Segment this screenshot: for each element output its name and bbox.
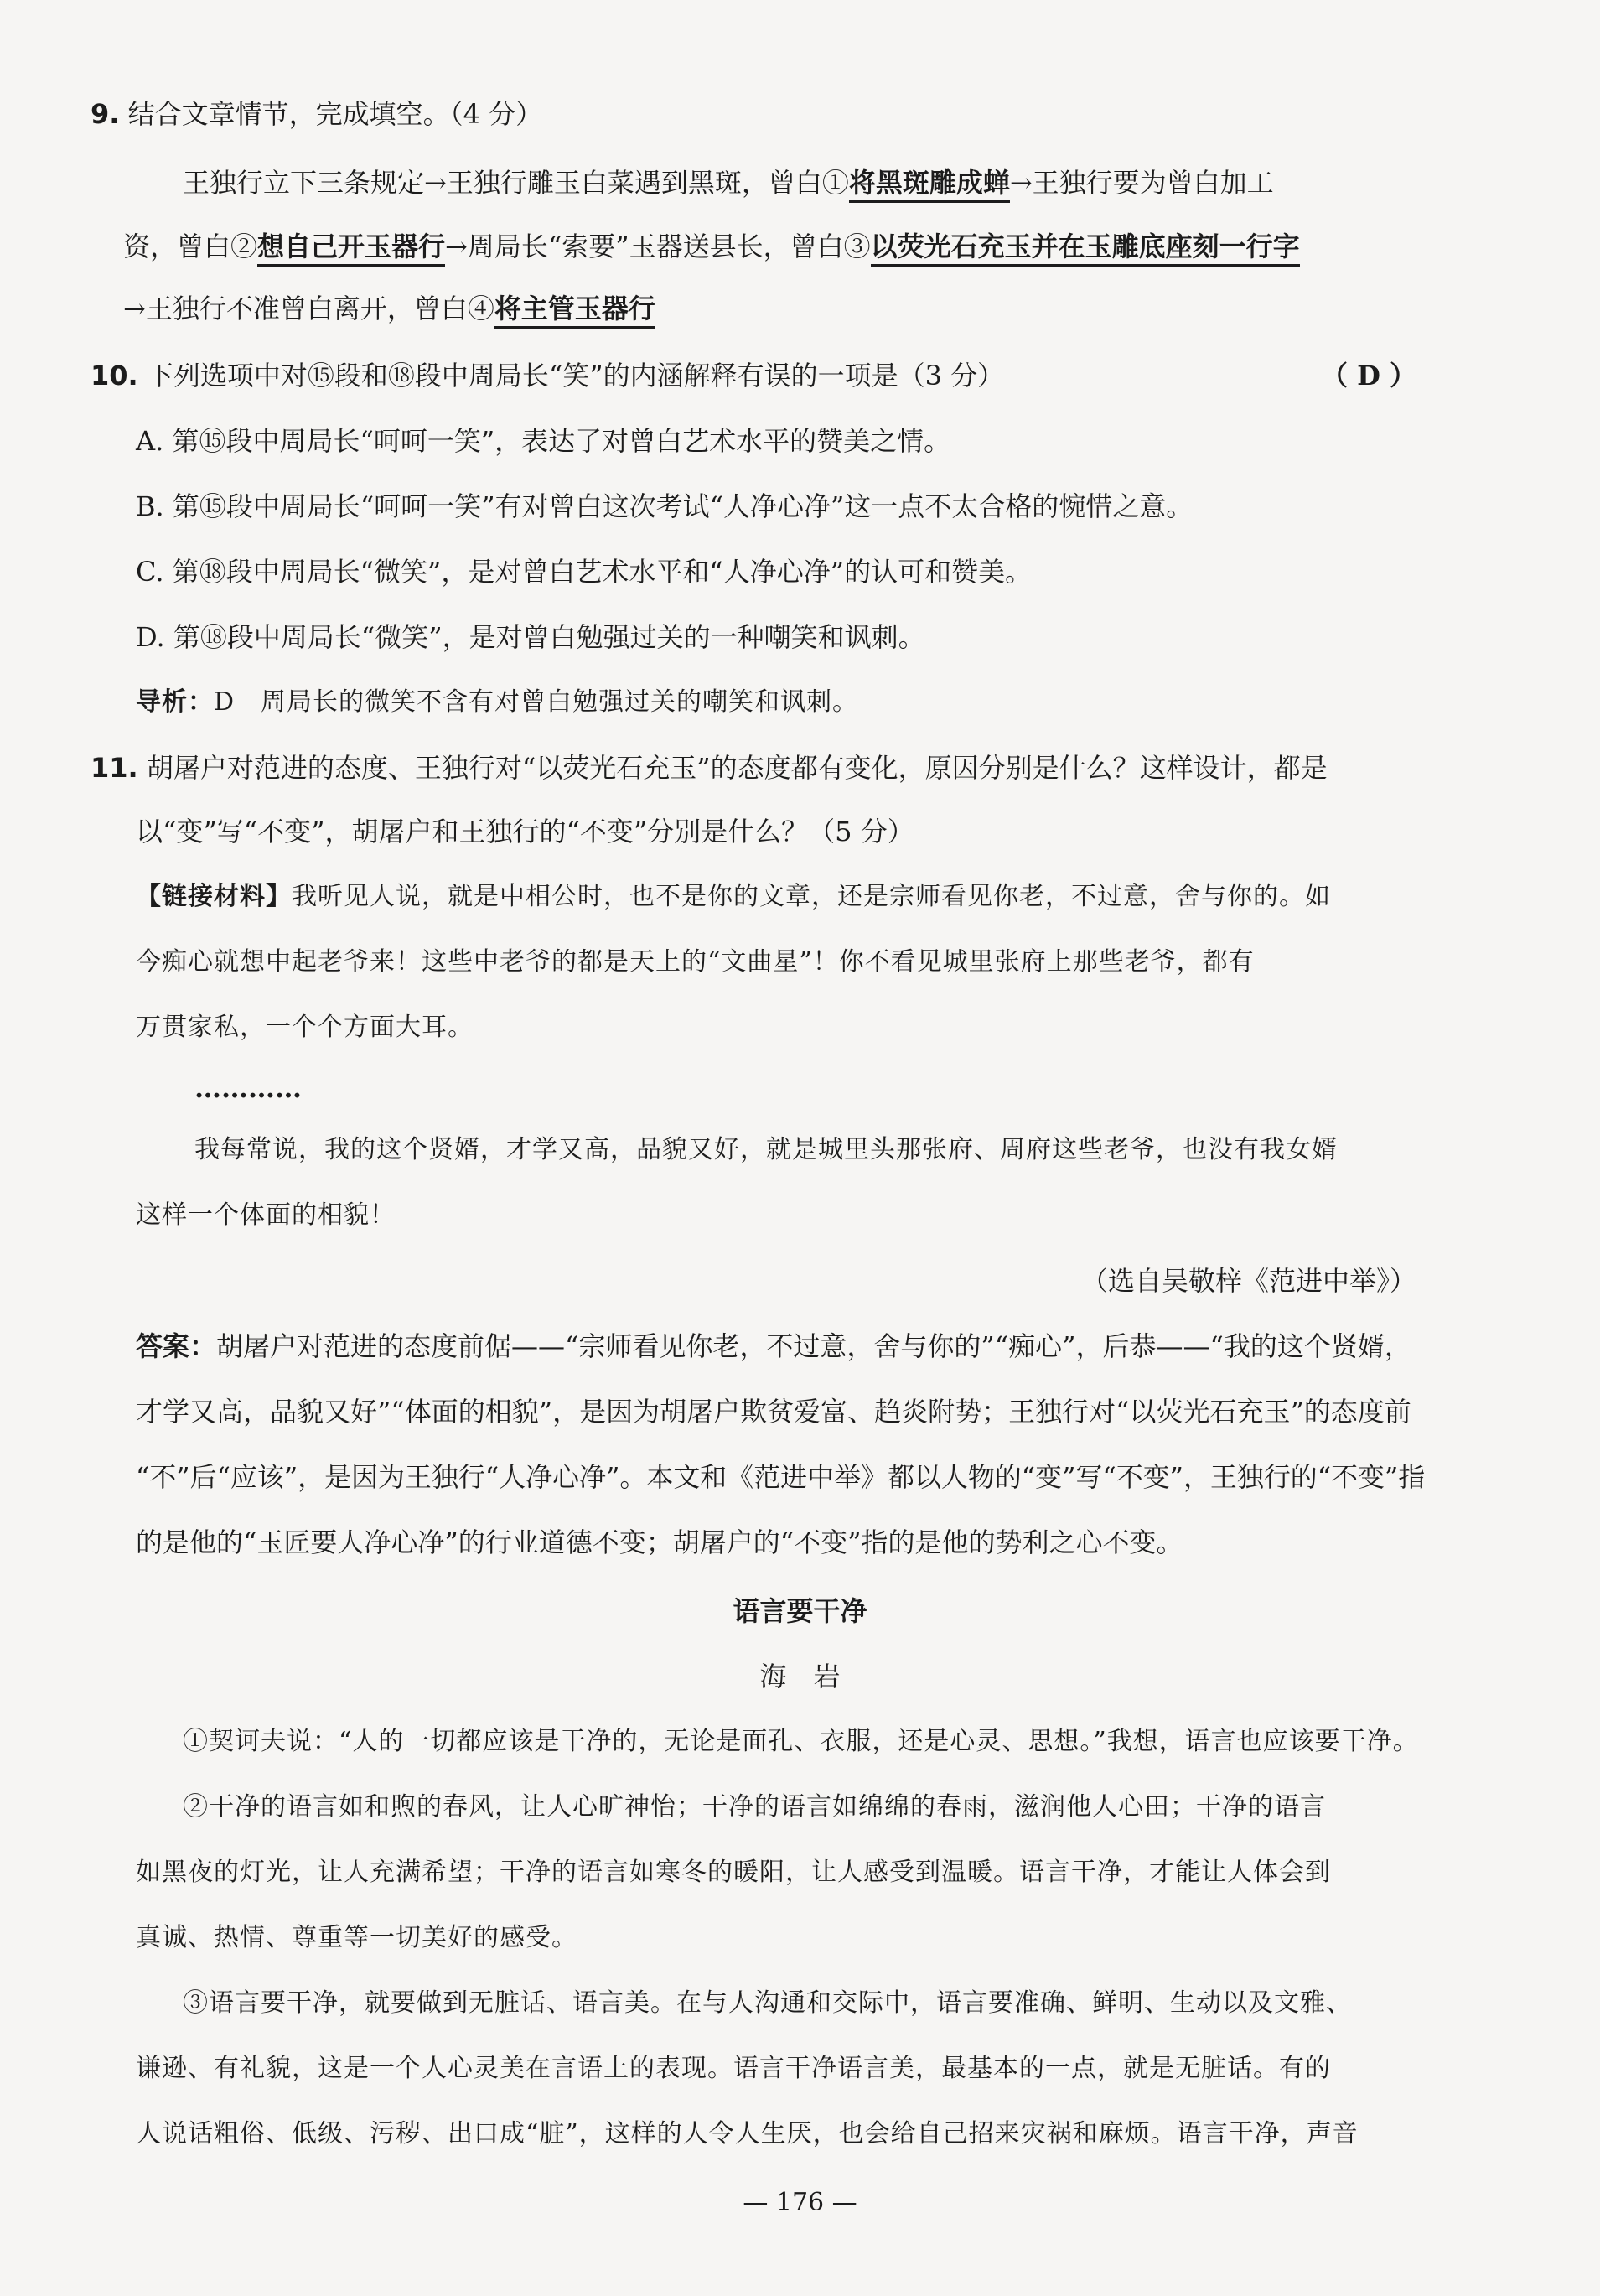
article-paragraph-2-line-2: 如黑夜的灯光，让人充满希望；干净的语言如寒冬的暖阳，让人感受到温暖。语言干净，才能让人体会到 (136, 1858, 1331, 1887)
q9-line-2 (123, 228, 1300, 265)
q11-answer-text: 胡屠户对范进的态度前倨——“宗师看见你老，不过意，舍与你的”“痴心”，后恭——“我的这个贤婿， (216, 1330, 1411, 1362)
q11-source: （选自吴敬梓《范进中举》） (1080, 1265, 1416, 1297)
q9-title: 结合文章情节，完成填空。（4 分） (127, 98, 543, 130)
page-number: — 176 — (743, 2188, 857, 2217)
q11-answer-line-3: “不”后“应该”，是因为王独行“人净心净”。本文和《范进中举》都以人物的“变”写“不变”，王独行的“不变”指 (136, 1461, 1426, 1493)
q9-text: →周局长“索要”玉器送县长，曾白③ (445, 231, 871, 262)
q10-analysis (136, 684, 858, 721)
q10-heading (91, 357, 1004, 394)
q11-answer-line-4: 的是他的“玉匠要人净心净”的行业道德不变；胡屠户的“不变”指的是他的势利之心不变。 (136, 1526, 1183, 1558)
q11-answer-label: 答案： (136, 1330, 217, 1362)
q9-line-3 (123, 290, 655, 327)
article-paragraph-2-line-3: 真诚、热情、尊重等一切美好的感受。 (136, 1923, 577, 1952)
q10-answer: （ D ） (1320, 360, 1416, 391)
q11-link-line-3: 万贯家私，一个个方面大耳。 (136, 1013, 474, 1042)
q9-answer-1: 将黑斑雕成蝉 (849, 167, 1010, 203)
q11-answer-line-1 (136, 1328, 1411, 1365)
q11-link-label: 【链接材料】 (136, 882, 292, 911)
article-paragraph-2-line-1: ②干净的语言如和煦的春风，让人心旷神怡；干净的语言如绵绵的春雨，滋润他人心田；干净的语言 (183, 1792, 1326, 1822)
q9-heading (91, 96, 542, 132)
q11-link-line-5: 这样一个体面的相貌！ (136, 1200, 396, 1230)
article-paragraph-1: ①契诃夫说：“人的一切都应该是干净的，无论是面孔、衣服，还是心灵、思想。”我想，语言也应该要干净。 (183, 1727, 1419, 1756)
q11-link-line-1 (136, 878, 1331, 915)
q11-line-1 (91, 749, 1328, 786)
article-title: 语言要干净 (733, 1595, 867, 1627)
article-paragraph-3-line-2: 谦逊、有礼貌，这是一个人心灵美在言语上的表现。语言干净语言美，最基本的一点，就是无脏话。有的 (136, 2054, 1331, 2083)
q9-text: 王独行立下三条规定→王独行雕玉白菜遇到黑斑，曾白① (183, 167, 849, 199)
q9-answer-2: 想自己开玉器行 (257, 231, 445, 267)
article-author: 海 岩 (759, 1661, 841, 1692)
q11-link-text: 我听见人说，就是中相公时，也不是你的文章，还是宗师看见你老，不过意，舍与你的。如 (292, 882, 1331, 911)
q9-answer-4: 将主管玉器行 (494, 293, 655, 329)
q11-link-line-4: 我每常说，我的这个贤婿，才学又高，品貌又好，就是城里头那张府、周府这些老爷，也没有我女婿 (194, 1135, 1338, 1164)
q10-analysis-text: D 周局长的微笑不含有对曾白勉强过关的嘲笑和讽刺。 (214, 687, 859, 717)
q10-option-d: D. 第⑱段中周局长“微笑”，是对曾白勉强过关的一种嘲笑和讽刺。 (136, 621, 925, 653)
q11-number: 11. (91, 752, 138, 784)
q9-text: →王独行要为曾白加工 (1009, 167, 1274, 199)
q10-title: 下列选项中对⑮段和⑱段中周局长“笑”的内涵解释有误的一项是（3 分） (146, 360, 1005, 391)
q10-option-b: B. 第⑮段中周局长“呵呵一笑”有对曾白这次考试“人净心净”这一点不太合格的惋惜之意。 (136, 490, 1194, 522)
q11-link-ellipsis: ………… (194, 1072, 302, 1104)
q11-text: 胡屠户对范进的态度、王独行对“以荧光石充玉”的态度都有变化，原因分别是什么？这样设计，都是 (146, 752, 1328, 784)
q9-answer-3: 以荧光石充玉并在玉雕底座刻一行字 (871, 231, 1300, 267)
q10-option-c: C. 第⑱段中周局长“微笑”，是对曾白艺术水平和“人净心净”的认可和赞美。 (136, 556, 1033, 588)
article-paragraph-3-line-1: ③语言要干净，就要做到无脏话、语言美。在与人沟通和交际中，语言要准确、鲜明、生动以及文雅、 (183, 1988, 1352, 2018)
q11-link-line-2: 今痴心就想中起老爷来！这些中老爷的都是天上的“文曲星”！你不看见城里张府上那些老爷，都有 (136, 947, 1255, 977)
q10-analysis-label: 导析： (136, 687, 214, 717)
q9-line-1 (183, 164, 1274, 201)
q11-line-2: 以“变”写“不变”，胡屠户和王独行的“不变”分别是什么？（5 分） (136, 816, 914, 847)
article-paragraph-3-line-3: 人说话粗俗、低级、污秽、出口成“脏”，这样的人令人生厌，也会给自己招来灾祸和麻烦。语言干净，声音 (136, 2119, 1359, 2148)
q10-number: 10. (91, 360, 138, 391)
q9-text: →王独行不准曾白离开，曾白④ (123, 293, 494, 324)
q11-answer-line-2: 才学又高，品貌又好”“体面的相貌”，是因为胡屠户欺贫爱富、趋炎附势；王独行对“以荧光石充玉”的态度前 (136, 1396, 1411, 1428)
q9-number: 9. (91, 98, 120, 130)
q10-option-a: A. 第⑮段中周局长“呵呵一笑”，表达了对曾白艺术水平的赞美之情。 (136, 425, 951, 457)
q9-text: 资，曾白② (123, 231, 258, 262)
